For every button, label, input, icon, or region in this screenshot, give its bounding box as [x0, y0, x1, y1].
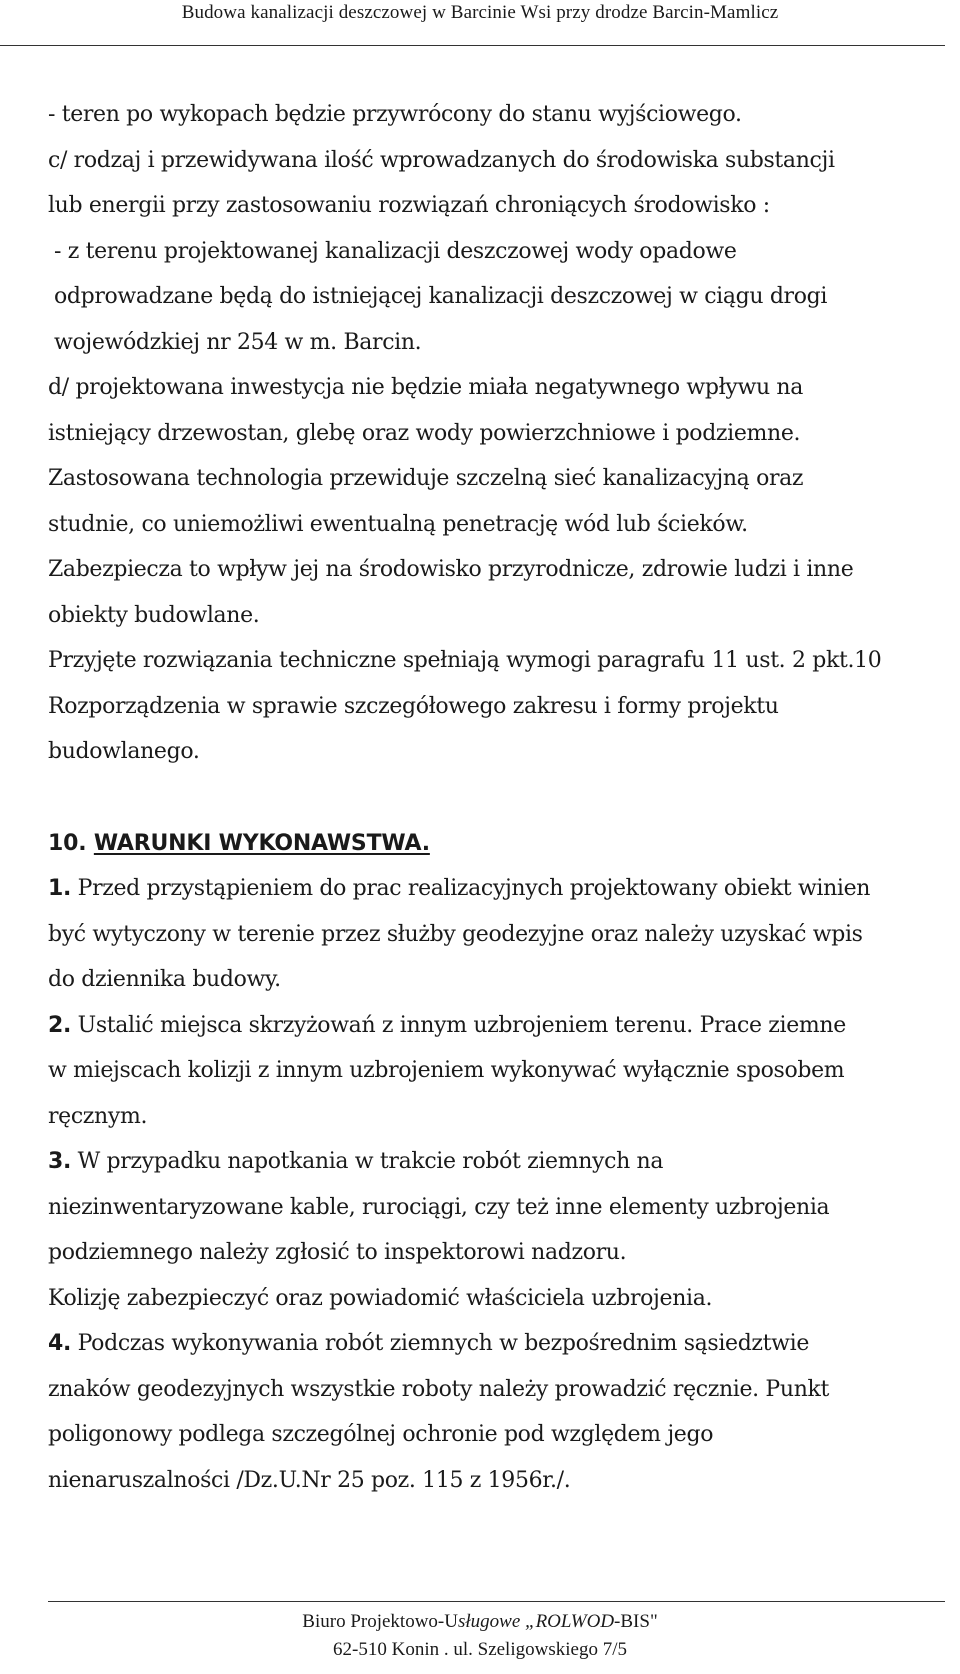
item-line: podziemnego należy zgłosić to inspektorowi nadzoru. [48, 1240, 627, 1265]
item-line: w miejscach kolizji z innym uzbrojeniem wykonywać wyłącznie sposobem [48, 1058, 845, 1083]
item-line: być wytyczony w terenie przez służby geodezyjne oraz należy uzyskać wpis [48, 921, 863, 947]
document-body [48, 92, 953, 1503]
body-line: Przyjęte rozwiązania techniczne spełniają wymogi paragrafu 11 ust. 2 pkt.10 [48, 648, 882, 673]
section-number: 10. [48, 830, 87, 856]
footer-company-plain: Biuro Projektowo-U [302, 1611, 458, 1632]
body-line: Rozporządzenia w sprawie szczegółowego zakresu i formy projektu [48, 693, 779, 719]
page-header [0, 0, 960, 25]
item-text: Przed przystąpieniem do prac realizacyjnych projektowany obiekt winien [77, 876, 871, 901]
item-number: 1. [48, 876, 71, 901]
list-item-3 [48, 1139, 953, 1185]
footer-company-italic: sługowe „ROLWOD [457, 1611, 615, 1632]
list-item-1 [48, 866, 953, 912]
body-line: Zabezpiecza to wpływ jej na środowisko przyrodnicze, zdrowie ludzi i inne [48, 557, 854, 582]
body-line: - z terenu projektowanej kanalizacji deszczowej wody opadowe [54, 238, 737, 264]
item-number: 4. [48, 1331, 71, 1356]
body-line: studnie, co uniemożliwi ewentualną penetrację wód lub ścieków. [48, 511, 748, 537]
section-spacer [48, 775, 953, 821]
body-line: c/ rodzaj i przewidywana ilość wprowadzanych do środowiska substancji [48, 147, 835, 173]
body-line: wojewódzkiej nr 254 w m. Barcin. [54, 329, 422, 355]
header-title: Budowa kanalizacji deszczowej w Barcinie Wsi przy drodze Barcin-Mamlicz [181, 2, 779, 23]
body-line: odprowadzane będą do istniejącej kanalizacji deszczowej w ciągu drogi [54, 284, 828, 309]
body-line: lub energii przy zastosowaniu rozwiązań chroniących środowisko : [48, 193, 770, 218]
list-item-4 [48, 1321, 953, 1367]
list-item-2 [48, 1003, 953, 1049]
footer-company-tail: -BIS" [614, 1611, 658, 1632]
footer-divider [48, 1601, 945, 1602]
body-line: obiekty budowlane. [48, 602, 260, 628]
item-line: poligonowy podlega szczególnej ochronie pod względem jego [48, 1422, 714, 1447]
item-text: Podczas wykonywania robót ziemnych w bezpośrednim sąsiedztwie [77, 1331, 810, 1356]
item-line: Kolizję zabezpieczyć oraz powiadomić właściciela uzbrojenia. [48, 1285, 713, 1311]
section-heading [48, 821, 953, 867]
item-line: nienaruszalności /Dz.U.Nr 25 poz. 115 z 1956r./. [48, 1467, 571, 1493]
item-line: ręcznym. [48, 1103, 148, 1129]
body-line: d/ projektowana inwestycja nie będzie miała negatywnego wpływu na [48, 375, 803, 400]
item-line: do dziennika budowy. [48, 967, 281, 992]
section-title: WARUNKI WYKONAWSTWA. [93, 830, 430, 856]
item-number: 2. [48, 1012, 71, 1038]
body-line: istniejący drzewostan, glebę oraz wody powierzchniowe i podziemne. [48, 420, 801, 446]
page-footer [0, 1608, 960, 1664]
item-number: 3. [48, 1149, 71, 1174]
item-text: W przypadku napotkania w trakcie robót ziemnych na [77, 1149, 664, 1174]
header-divider [0, 45, 945, 46]
item-text: Ustalić miejsca skrzyżowań z innym uzbrojeniem terenu. Prace ziemne [77, 1012, 846, 1038]
footer-company [0, 1608, 960, 1636]
body-line: budowlanego. [48, 739, 200, 764]
item-line: znaków geodezyjnych wszystkie roboty należy prowadzić ręcznie. Punkt [48, 1376, 829, 1402]
body-line: Zastosowana technologia przewiduje szczelną sieć kanalizacyjną oraz [48, 466, 804, 491]
footer-address: 62-510 Konin . ul. Szeligowskiego 7/5 [333, 1639, 627, 1660]
body-line: - teren po wykopach będzie przywrócony do stanu wyjściowego. [48, 102, 742, 127]
item-line: niezinwentaryzowane kable, rurociągi, czy też inne elementy uzbrojenia [48, 1194, 830, 1220]
